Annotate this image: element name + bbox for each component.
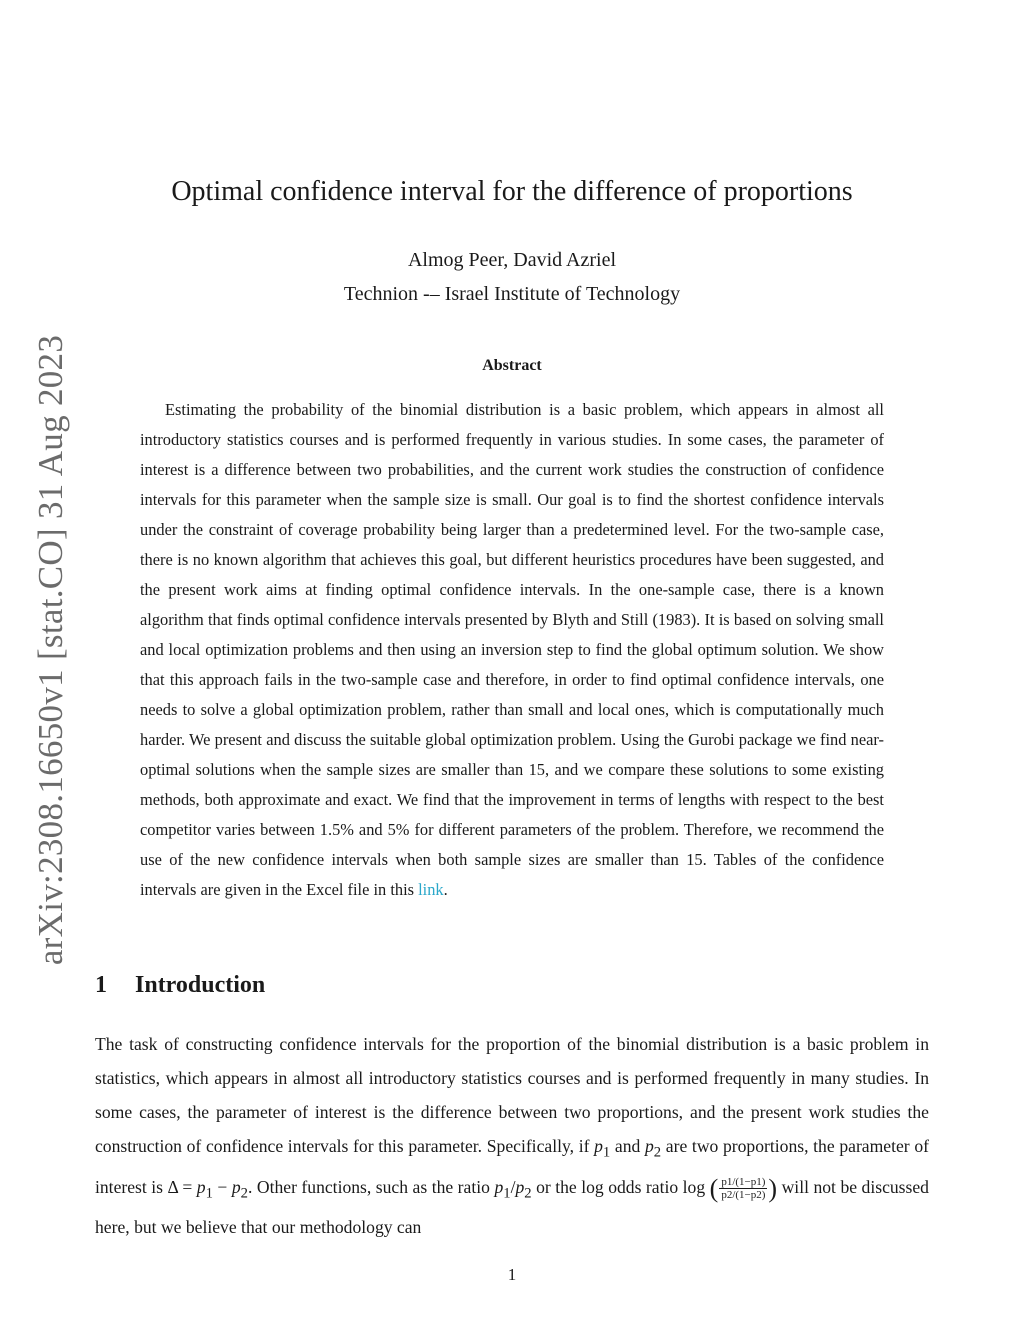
paper-authors: Almog Peer, David Azriel bbox=[407, 249, 617, 271]
intro-and: and bbox=[614, 1136, 641, 1156]
section-heading-introduction bbox=[95, 972, 265, 999]
fraction-denominator: p2/(1−p2) bbox=[721, 1188, 766, 1201]
intro-text-2: are two proportions, the parameter of interest is bbox=[95, 1136, 929, 1197]
log-odds-fraction bbox=[719, 1176, 767, 1201]
paper-title: Optimal confidence interval for the difference of proportions bbox=[171, 176, 853, 207]
subscript-2: 2 bbox=[653, 1144, 662, 1161]
intro-text-1: The task of constructing confidence intervals for the proportion of the binomial distribution is a basic problem in statistics, which appears in almost all introductory statistics courses and is performed frequently in many studies. In some cases, the parameter of interest is the difference between two proportions, and the present work studies the construction of confidence intervals for this parameter. Specifically, if bbox=[95, 1034, 929, 1156]
paper-affiliation: Technion -– Israel Institute of Technology bbox=[343, 283, 681, 305]
page-number: 1 bbox=[507, 1265, 517, 1284]
section-number: 1 bbox=[95, 972, 107, 998]
intro-text-4: or the log odds ratio log bbox=[536, 1176, 706, 1197]
abstract-body bbox=[140, 395, 884, 905]
abstract-text: Estimating the probability of the binomial distribution is a basic problem, which appears in almost all introductory statistics courses and is performed frequently in various studies. In some cases, the parameter of interest is a difference between two probabilities, and the current work studies the construction of confidence intervals for this parameter when the sample size is small. Our goal is to find the shortest confidence intervals under the constraint of coverage probability being larger than a predetermined level. For the two-sample case, there is no known algorithm that achieves this goal, but different heuristics procedures have been suggested, and the present work aims at finding optimal confidence intervals. In the one-sample case, there is a known algorithm that finds optimal confidence intervals presented by Blyth and Still (1983). It is based on solving small and local optimization problems and then using an inversion step to find the global optimum solution. We show that this approach fails in the two-sample case and therefore, in order to find optimal confidence intervals, one needs to solve a global optimization problem, rather than small and local ones, which is computationally much harder. We present and discuss the suitable global optimization problem. Using the Gurobi package we find near-optimal solutions when the sample sizes are smaller than 15, and we compare these solutions to some existing methods, both approximate and exact. We find that the improvement in terms of lengths with respect to the best competitor varies between 1.5% and 5% for different parameters of the problem. Therefore, we recommend the use of the new confidence intervals when both sample sizes are smaller than 15. Tables of the confidence intervals are given in the Excel file in this bbox=[140, 400, 884, 899]
fraction-numerator: p1/(1−p1) bbox=[721, 1175, 766, 1188]
symbol-p1: p bbox=[594, 1136, 603, 1156]
section-title: Introduction bbox=[135, 972, 266, 998]
abstract-end: . bbox=[443, 880, 448, 899]
intro-text-3: . Other functions, such as the ratio bbox=[247, 1176, 490, 1197]
intro-text-5: will not be discussed here, but we believe that our methodology can bbox=[95, 1176, 929, 1238]
abstract-heading: Abstract bbox=[482, 357, 542, 374]
arxiv-identifier bbox=[30, 334, 72, 966]
introduction-paragraph: The task of constructing confidence intervals for the proportion of the binomial distribution is a basic problem in statistics, which appears in almost all introductory statistics courses and is performed frequently in many studies. In some cases, the parameter of interest is the difference between two proportions, and the present work studies the construction of confidence intervals for this parameter. Specifically, if $p_1$ and $p_2$ are two proportions, the parameter of interest is $\Delta = p_1 - p_2$. Other functions, such as the ratio $p_1/p_2$ or the log odds ratio log ( $\frac{p1/(1-p1)}{p2/(1-p2)}$ ) will not be discussed here, but we believe that our methodology can bbox=[95, 1034, 929, 1238]
delta-equation: $\Delta = p_1 - p_2$ bbox=[167, 1176, 248, 1202]
ratio-expression: $p_1/p_2$ bbox=[494, 1176, 532, 1202]
excel-file-link[interactable]: link bbox=[418, 880, 444, 899]
subscript-1: 1 bbox=[602, 1144, 611, 1161]
symbol-p2: p bbox=[644, 1136, 654, 1156]
arxiv-identifier-text: arXiv:2308.16650v1 [stat.CO] 31 Aug 2023 bbox=[31, 334, 71, 966]
